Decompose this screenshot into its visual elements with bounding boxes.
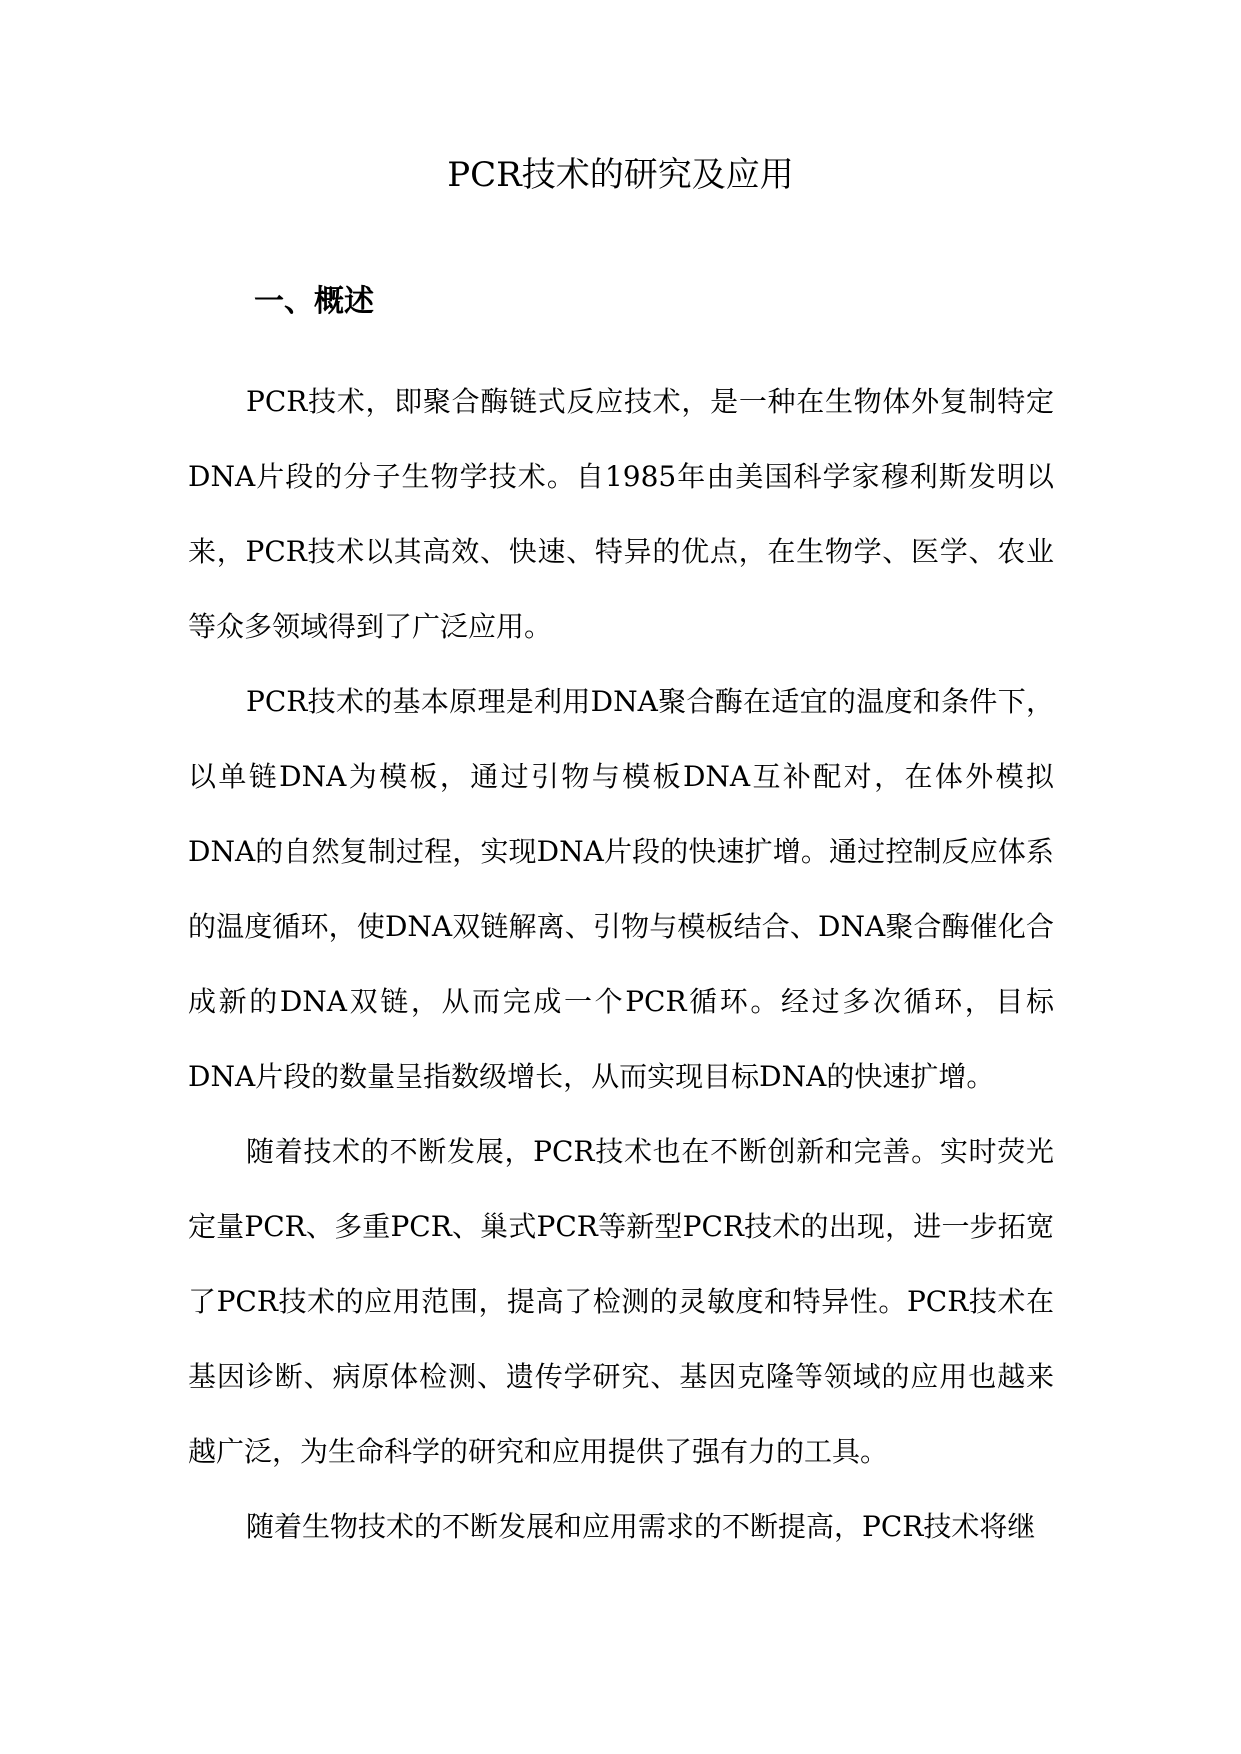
- paragraph-1: PCR技术，即聚合酶链式反应技术，是一种在生物体外复制特定DNA片段的分子生物学技术。自1985年由美国科学家穆利斯发明以来，PCR技术以其高效、快速、特异的优点，在生物学、医学、农业等众多领域得到了广泛应用。: [188, 385, 1054, 643]
- document-title: PCR技术的研究及应用: [447, 155, 794, 195]
- paragraph-2: PCR技术的基本原理是利用DNA聚合酶在适宜的温度和条件下，以单链DNA为模板，通过引物与模板DNA互补配对，在体外模拟DNA的自然复制过程，实现DNA片段的快速扩增。通过控制反应体系的温度循环，使DNA双链解离、引物与模板结合、DNA聚合酶催化合成新的DNA双链，从而完成一个PCR循环。经过多次循环，目标DNA片段的数量呈指数级增长，从而实现目标DNA的快速扩增。: [188, 685, 1054, 1093]
- section-heading: 一、概述: [254, 284, 374, 319]
- paragraph-3: 随着技术的不断发展，PCR技术也在不断创新和完善。实时荧光定量PCR、多重PCR、巢式PCR等新型PCR技术的出现，进一步拓宽了PCR技术的应用范围，提高了检测的灵敏度和特异性。PCR技术在基因诊断、病原体检测、遗传学研究、基因克隆等领域的应用也越来越广泛，为生命科学的研究和应用提供了强有力的工具。: [188, 1135, 1054, 1468]
- document-body: [188, 364, 1054, 1564]
- paragraph-4: 随着生物技术的不断发展和应用需求的不断提高，PCR技术将继: [246, 1510, 1036, 1543]
